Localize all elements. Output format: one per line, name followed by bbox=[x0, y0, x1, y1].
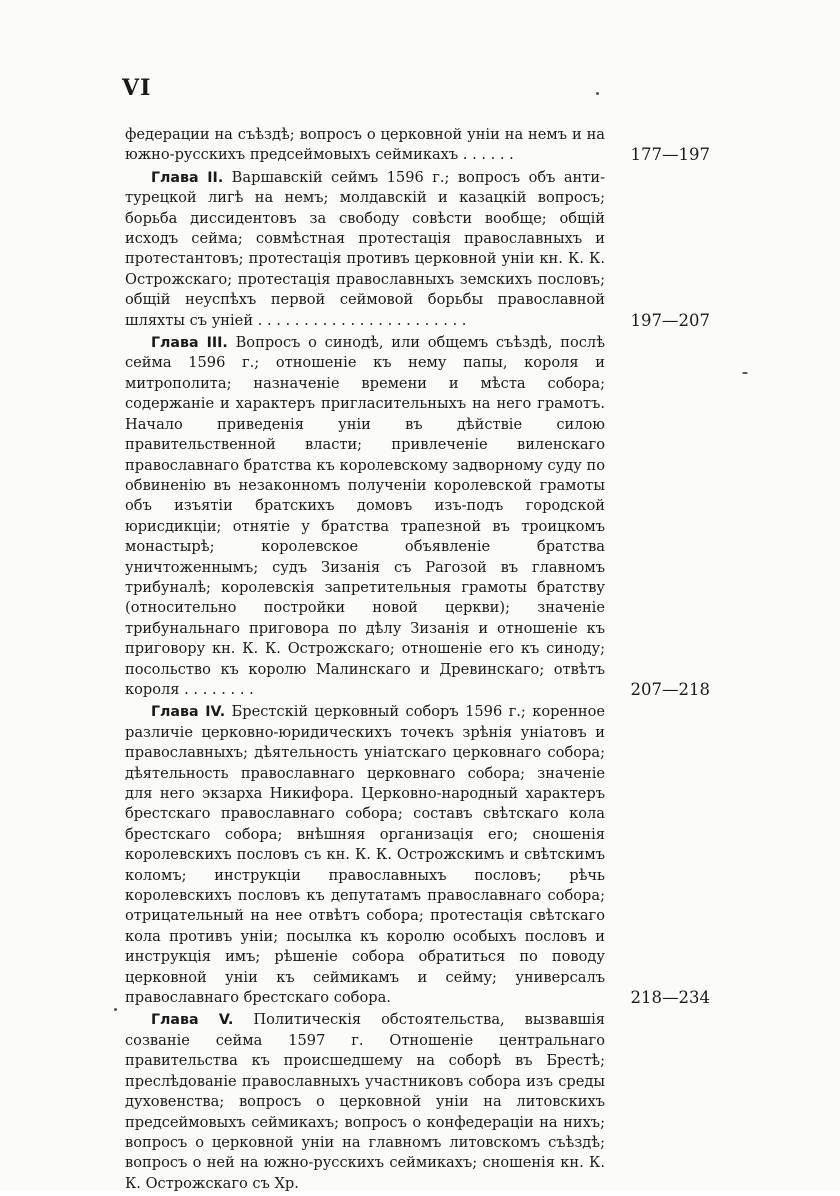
print-speck bbox=[596, 92, 599, 95]
print-speck bbox=[114, 1008, 117, 1011]
toc-page-range: 218—234 bbox=[630, 988, 710, 1008]
toc-page-range: 197—207 bbox=[630, 310, 710, 330]
toc-entry-text bbox=[125, 125, 605, 166]
toc-entry bbox=[125, 702, 710, 1008]
toc-entry-description: Брестскій церковный соборъ 1596 г.; коренное различіе церковно-юридическихъ точекъ зрѣнія уніатовъ и православныхъ; дѣятельность уніатскаго церковнаго собора; дѣятельность православнаго церковнаго собора; значеніе для него экзарха Никифора. Церковно-народный характеръ брестскаго православнаго собора; составъ свѣтскаго кола брестскаго собора; внѣшняя организація его; сношенія королевскихъ пословъ съ кн. К. К. Острожскимъ и свѣтскимъ коломъ; инструкціи православныхъ пословъ; рѣчь королевскихъ пословъ къ депутатамъ православнаго собора; отрицательный на нее отвѣтъ собора; протестація свѣтскаго кола противъ уніи; посылка къ королю особыхъ пословъ и инструкція имъ; рѣшеніе собора обратиться по поводу церковной уніи къ сеймикамъ и сейму; универсалъ православнаго брестскаго собора. bbox=[125, 703, 606, 1007]
toc-entry-text bbox=[125, 1010, 605, 1194]
toc-entry bbox=[125, 125, 710, 166]
toc-page-range: 177—197 bbox=[630, 145, 710, 165]
toc-page-range: 207—218 bbox=[630, 679, 710, 699]
toc-entry bbox=[125, 333, 710, 700]
toc-entry-text bbox=[125, 333, 605, 700]
print-speck bbox=[742, 372, 748, 374]
page-number: VI bbox=[122, 75, 152, 101]
toc-entry-text bbox=[125, 168, 605, 331]
toc-entry bbox=[125, 168, 710, 331]
toc-entry-text bbox=[125, 702, 605, 1008]
table-of-contents bbox=[125, 125, 710, 1196]
toc-entry-description: федерации на съѣздѣ; вопросъ о церковной уніи на немъ и на южно-русскихъ предсеймовыхъ сеймикахъ . . . . . . bbox=[125, 126, 605, 164]
chapter-label: Глава II. bbox=[151, 169, 224, 186]
toc-entry bbox=[125, 1010, 710, 1194]
toc-entry-description: Вопросъ о синодѣ, или общемъ съѣздѣ, послѣ сейма 1596 г.; отношеніе къ нему папы, короля и митрополита; назначеніе времени и мѣста собора; содержаніе и характеръ пригласительныхъ на него грамотъ. Начало приведенія уніи въ дѣйствіе силою правительственной власти; привлеченіе виленскаго православнаго братства къ королевскому задворному суду по обвиненію въ незаконномъ полученіи королевской грамоты объ изъятіи братскихъ домовъ изъ-подъ городской юрисдикціи; отнятіе у братства трапезной въ троицкомъ монастырѣ; королевское объявленіе братства уничтоженнымъ; судъ Зизанія съ Рагозой въ главномъ трибуналѣ; королевскія запретительныя грамоты братству (относительно постройки новой церкви); значеніе трибунальнаго приговора по дѣлу Зизанія и отношеніе къ приговору кн. К. К. Острожскаго; отношеніе его къ синоду; посольство къ королю Малинскаго и Древинскаго; отвѣтъ короля . . . . . . . . bbox=[125, 334, 605, 698]
chapter-label: Глава IV. bbox=[151, 704, 226, 721]
chapter-label: Глава V. bbox=[151, 1012, 234, 1029]
toc-entry-description: Варшавскій сеймъ 1596 г.; вопросъ объ анти-турецкой лигѣ на немъ; молдавскій и казацкій вопросъ; борьба диссидентовъ за свободу совѣсти вообще; общій исходъ сейма; совмѣстная протестація православныхъ и протестантовъ; протестація противъ церковной уніи кн. К. К. Острожскаго; протестація православныхъ земскихъ пословъ; общій неуспѣхъ первой сеймовой борьбы православной шляхты съ уніей . . . . . . . . . . . . . . . . . . . . . . . bbox=[125, 168, 606, 329]
toc-entry-description: Политическія обстоятельства, вызвавшія созваніе сейма 1597 г. Отношеніе центральнаго правительства къ происшедшему на соборѣ въ Брестѣ; преслѣдованіе православныхъ участниковъ собора изъ среды духовенства; вопросъ о церковной уніи на литовскихъ предсеймовыхъ сеймикахъ; вопросъ о конфедераціи на нихъ; вопросъ о церковной уніи на главномъ литовскомъ съѣздѣ; вопросъ о ней на южно-русскихъ сеймикахъ; сношенія кн. К. К. Острожскаго съ Хр. bbox=[125, 1011, 606, 1192]
chapter-label: Глава III. bbox=[151, 335, 228, 352]
